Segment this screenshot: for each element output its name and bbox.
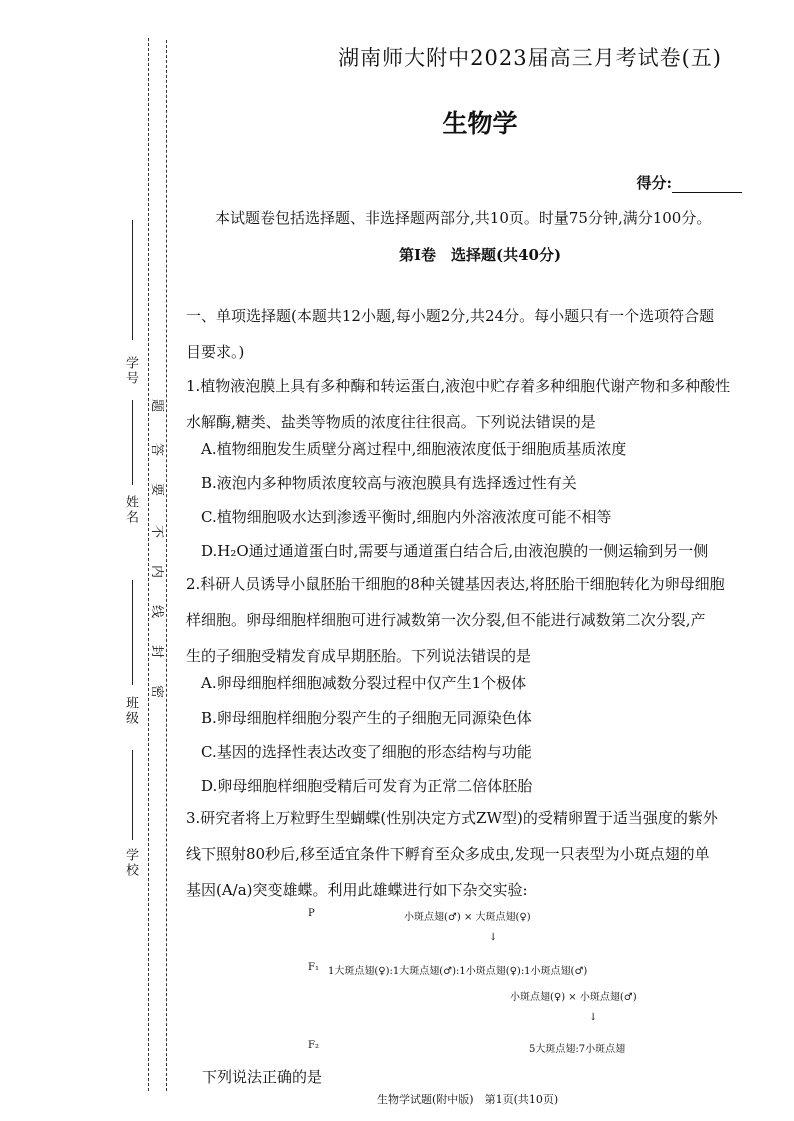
class-blank[interactable] (132, 580, 133, 685)
question-1-option-c[interactable]: C.植物细胞吸水达到渗透平衡时,细胞内外溶液浓度可能不相等 (201, 508, 612, 526)
question-1-option-d[interactable]: D.H₂O通过通道蛋白时,需要与通道蛋白结合后,由液泡膜的一侧运输到另一侧 (201, 542, 709, 560)
cross-f1-cross: 小斑点翅(♀) × 小斑点翅(♂) (510, 992, 637, 1003)
section-heading (186, 298, 782, 370)
name-blank[interactable] (132, 400, 133, 485)
seal-char: 线 (149, 604, 165, 619)
margin-label-class: 班级 (123, 696, 138, 726)
seal-char: 密 (149, 684, 165, 699)
question-2-option-c[interactable]: C.基因的选择性表达改变了细胞的形态结构与功能 (201, 743, 532, 761)
seal-char: 题 (149, 398, 165, 413)
seal-char: 要 (149, 482, 165, 497)
question-2-option-b[interactable]: B.卵母细胞样细胞分裂产生的子细胞无同源染色体 (201, 709, 532, 727)
question-3-stem (186, 800, 782, 908)
stem-line: 水解酶,糖类、盐类等物质的浓度往往很高。下列说法错误的是 (186, 413, 596, 431)
question-2-option-a[interactable]: A.卵母细胞样细胞减数分裂过程中仅产生1个极体 (201, 674, 527, 692)
stem-line: 线下照射80秒后,移至适宜条件下孵育至众多成虫,发现一只表型为小斑点翅的单 (186, 845, 710, 863)
seal-char: 内 (149, 564, 165, 579)
cross-f2-label: F₂ (308, 1040, 319, 1051)
subject-title: 生物学 (442, 109, 518, 138)
cross-f1-label: F₁ (308, 962, 319, 973)
stem-line: 1.植物液泡膜上具有多种酶和转运蛋白,液泡中贮存着多种细胞代谢产物和多种酸性 (186, 377, 731, 395)
seal-char: 答 (149, 442, 165, 457)
cross-p-parents: 小斑点翅(♂) × 大斑点翅(♀) (404, 912, 531, 923)
stem-line: 基因(A/a)突变雄蝶。利用此雄蝶进行如下杂交实验: (186, 881, 528, 899)
question-1-stem (186, 368, 782, 440)
page-footer: 生物学试题(附中版) 第1页(共10页) (377, 1093, 559, 1106)
section-heading-line: 目要求。) (186, 343, 245, 361)
stem-line: 样细胞。卵母细胞样细胞可进行减数第一次分裂,但不能进行减数第二次分裂,产 (186, 611, 706, 629)
question-1-option-b[interactable]: B.液泡内多种物质浓度较高与液泡膜具有选择透过性有关 (201, 474, 577, 492)
margin-label-student-number: 学号 (123, 356, 138, 386)
cross-f2-result: 5大斑点翅:7小斑点翅 (529, 1044, 626, 1055)
school-blank[interactable] (132, 750, 133, 840)
cross-arrow-1: ↓ (489, 932, 498, 943)
cross-p-label: P (308, 908, 315, 919)
cross-f1-result: 1大斑点翅(♀):1大斑点翅(♂):1小斑点翅(♀):1小斑点翅(♂) (328, 966, 588, 977)
question-1-option-a[interactable]: A.植物细胞发生质壁分离过程中,细胞液浓度低于细胞质基质浓度 (201, 440, 627, 458)
score-field (636, 172, 742, 193)
part-title: 第Ⅰ卷 选择题(共40分) (398, 246, 562, 264)
question-3-prompt: 下列说法正确的是 (202, 1068, 323, 1086)
stem-line: 生的子细胞受精发育成早期胚胎。下列说法错误的是 (186, 647, 532, 665)
seal-char: 不 (149, 524, 165, 539)
section-heading-line: 一、单项选择题(本题共12小题,每小题2分,共24分。每小题只有一个选项符合题 (186, 307, 715, 325)
margin-label-school: 学校 (123, 848, 138, 878)
exam-intro: 本试题卷包括选择题、非选择题两部分,共10页。时量75分钟,满分100分。 (215, 209, 712, 227)
score-label: 得分: (636, 174, 672, 192)
stem-line: 2.科研人员诱导小鼠胚胎干细胞的8种关键基因表达,将胚胎干细胞转化为卵母细胞 (186, 575, 725, 593)
margin-label-name: 姓名 (123, 495, 138, 525)
exam-title: 湖南师大附中2023届高三月考试卷(五) (338, 46, 722, 70)
question-2-option-d[interactable]: D.卵母细胞样细胞受精后可发育为正常二倍体胚胎 (201, 777, 533, 795)
question-2-stem (186, 566, 782, 674)
stem-line: 3.研究者将上万粒野生型蝴蝶(性别决定方式ZW型)的受精卵置于适当强度的紫外 (186, 809, 718, 827)
score-blank[interactable] (672, 192, 742, 193)
cross-arrow-2: ↓ (589, 1012, 598, 1023)
student-number-blank[interactable] (132, 220, 133, 340)
seal-char: 封 (149, 644, 165, 659)
